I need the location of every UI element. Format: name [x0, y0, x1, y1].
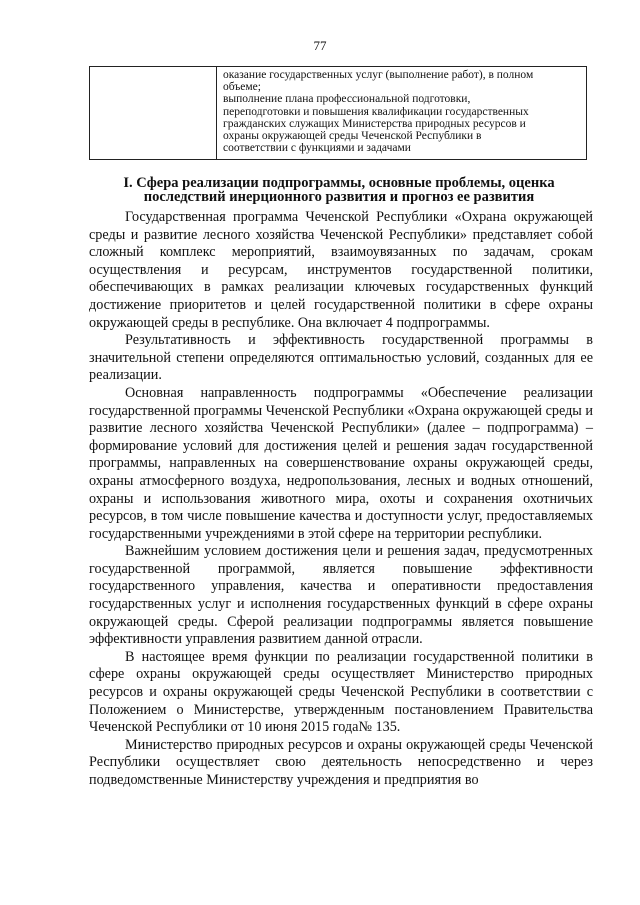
section-heading — [104, 176, 574, 204]
body-text — [89, 209, 593, 790]
table-line: гражданских служащих Министерства природных ресурсов и — [223, 117, 526, 130]
section-heading-line: последствий инерционного развития и прогноз ее развития — [143, 189, 535, 205]
continuation-table — [89, 66, 587, 160]
paragraph: Результативность и эффективность государственной программы в значительной степени определяются оптимальностью условий, созданных для ее реализации. — [89, 332, 593, 384]
section-heading-line: I. Сфера реализации подпрограммы, основные проблемы, оценка — [123, 175, 555, 191]
table-line: охраны окружающей среды Чеченской Республики в — [223, 130, 482, 143]
table-line: соответствии с функциями и задачами — [223, 142, 411, 155]
paragraph: Государственная программа Чеченской Республики «Охрана окружающей среды и развитие лесного хозяйства Чеченской Республики» представляет собой сложный комплекс мероприятий, взаимоувязанных по задачам, срокам осуществления и ресурсам, инструментов государственной политики, обеспечивающих в рамках реализации ключевых государственных функций достижение приоритетов и целей государственной политики в сфере охраны окружающей среды в республике. Она включает 4 подпрограммы. — [89, 209, 593, 331]
table-line: объеме; — [223, 81, 261, 94]
paragraph: Министерство природных ресурсов и охраны окружающей среды Чеченской Республики осуществляет свою деятельность непосредственно и через подведомственные Министерству учреждения и предприятия во — [89, 736, 593, 788]
table-line: выполнение плана профессиональной подготовки, — [223, 93, 471, 106]
table-cell-left — [90, 67, 217, 159]
table-line: оказание государственных услуг (выполнение работ), в полном — [223, 69, 534, 81]
paragraph: Основная направленность подпрограммы «Обеспечение реализации государственной программы Чеченской Республики «Охрана окружающей среды и развитие лесного хозяйства Чеченской Республики» (далее – подпрограмма) – формирование условий для достижения целей и решения задач государственной программы, направленных на совершенствование охраны окружающей среды, охраны атмосферного воздуха, недропользования, лесных и водных отношений, охраны и использования животного мира, охоты и сохранения охотничьих ресурсов, в том числе повышение качества и доступности услуг, предоставляемых государственными учреждениями в этой сфере на территории республики. — [89, 384, 593, 542]
paragraph: В настоящее время функции по реализации государственной политики в сфере охраны окружающей среды осуществляет Министерство природных ресурсов и охраны окружающей среды Чеченской Республики в соответствии с Положением о Министерстве, утвержденным постановлением Правительства Чеченской Республики от 10 июня 2015 года№ 135. — [89, 648, 593, 736]
paragraph: Важнейшим условием достижения цели и решения задач, предусмотренных государственной программой, является повышение эффективности государственного управления, качества и оперативности предоставления государственных услуг и исполнения государственных функций в сфере охраны окружающей среды. Сферой реализации подпрограммы является повышение эффективности управления развитием данной отрасли. — [89, 543, 593, 648]
table-cell-right — [217, 67, 586, 159]
table-line: переподготовки и повышения квалификации государственных — [223, 105, 529, 118]
page-number: 77 — [313, 38, 327, 53]
